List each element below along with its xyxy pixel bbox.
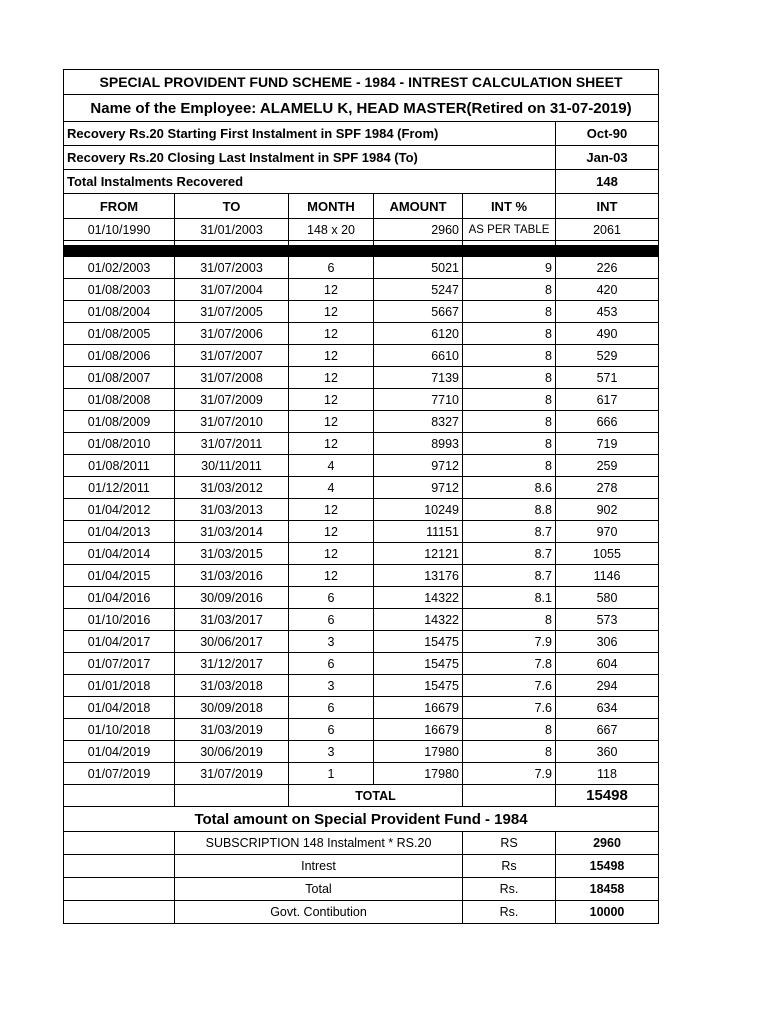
table-row: [64, 367, 659, 389]
row-to: 30/11/2011: [175, 455, 289, 477]
table-row: [64, 543, 659, 565]
row-from: 01/08/2005: [64, 323, 175, 345]
row-month: 12: [289, 389, 374, 411]
summary-value: 15498: [556, 855, 659, 878]
row-int-rate: 8.7: [463, 543, 556, 565]
table-row: [64, 697, 659, 719]
summary-row: [64, 901, 659, 924]
row-month: 12: [289, 345, 374, 367]
row-month: 12: [289, 565, 374, 587]
table-row: [64, 301, 659, 323]
row-month: 12: [289, 433, 374, 455]
info-value-from: Oct-90: [556, 122, 659, 146]
total-row: [64, 785, 659, 807]
table-row: [64, 279, 659, 301]
table-row: [64, 521, 659, 543]
row-int-rate: 8.6: [463, 477, 556, 499]
row-month: 3: [289, 631, 374, 653]
col-int: INT: [556, 194, 659, 219]
row-int: 580: [556, 587, 659, 609]
summary-unit: Rs.: [463, 901, 556, 924]
row-int-rate: 8.1: [463, 587, 556, 609]
row-amount: 8327: [374, 411, 463, 433]
row-from: 01/08/2011: [64, 455, 175, 477]
row-int: 118: [556, 763, 659, 785]
row-amount: 17980: [374, 741, 463, 763]
row-int: 719: [556, 433, 659, 455]
row-to: 31/03/2016: [175, 565, 289, 587]
row-from: 01/08/2008: [64, 389, 175, 411]
row-int: 490: [556, 323, 659, 345]
info-label-from: Recovery Rs.20 Starting First Instalment in SPF 1984 (From): [64, 122, 556, 146]
row-int-rate: 7.6: [463, 697, 556, 719]
row-month: 12: [289, 367, 374, 389]
row-int: 667: [556, 719, 659, 741]
row-from: 01/08/2007: [64, 367, 175, 389]
row-amount: 16679: [374, 697, 463, 719]
row-to: 30/09/2018: [175, 697, 289, 719]
row-amount: 8993: [374, 433, 463, 455]
row-amount: 14322: [374, 587, 463, 609]
row-int: 529: [556, 345, 659, 367]
col-to: TO: [175, 194, 289, 219]
col-from: FROM: [64, 194, 175, 219]
table-row: [64, 609, 659, 631]
summary-value: 18458: [556, 878, 659, 901]
row-to: 31/03/2014: [175, 521, 289, 543]
row-to: 31/07/2003: [175, 257, 289, 279]
row-to: 31/07/2008: [175, 367, 289, 389]
col-month: MONTH: [289, 194, 374, 219]
row-month: 12: [289, 279, 374, 301]
row-int-rate: 8: [463, 279, 556, 301]
row-amount: 16679: [374, 719, 463, 741]
row-amount: 5247: [374, 279, 463, 301]
interest-rows: [64, 257, 659, 785]
spf-table: [63, 69, 659, 924]
table-row: [64, 675, 659, 697]
table-row: [64, 719, 659, 741]
row-to: 31/03/2019: [175, 719, 289, 741]
row-from: 01/04/2017: [64, 631, 175, 653]
row-amount: 9712: [374, 477, 463, 499]
separator-bar: [64, 246, 659, 257]
row-month: 12: [289, 323, 374, 345]
info-label-total: Total Instalments Recovered: [64, 170, 556, 194]
table-row: [64, 477, 659, 499]
row-int-rate: 8.8: [463, 499, 556, 521]
summary-label: Govt. Contibution: [175, 901, 463, 924]
row-month: 6: [289, 257, 374, 279]
row-int: 453: [556, 301, 659, 323]
first-month: 148 x 20: [289, 219, 374, 241]
row-int: 259: [556, 455, 659, 477]
row-amount: 5021: [374, 257, 463, 279]
table-row: [64, 323, 659, 345]
table-row: [64, 587, 659, 609]
row-int: 278: [556, 477, 659, 499]
row-int-rate: 7.9: [463, 631, 556, 653]
row-int: 634: [556, 697, 659, 719]
row-from: 01/07/2017: [64, 653, 175, 675]
table-row: [64, 433, 659, 455]
row-int: 1055: [556, 543, 659, 565]
row-to: 30/09/2016: [175, 587, 289, 609]
row-to: 31/07/2009: [175, 389, 289, 411]
row-to: 31/03/2012: [175, 477, 289, 499]
row-int-rate: 8: [463, 345, 556, 367]
row-from: 01/10/2016: [64, 609, 175, 631]
row-from: 01/04/2013: [64, 521, 175, 543]
row-amount: 6120: [374, 323, 463, 345]
row-from: 01/04/2012: [64, 499, 175, 521]
row-int-rate: 7.6: [463, 675, 556, 697]
summary-label: Intrest: [175, 855, 463, 878]
row-month: 6: [289, 719, 374, 741]
row-amount: 5667: [374, 301, 463, 323]
row-from: 01/10/2018: [64, 719, 175, 741]
row-int-rate: 8: [463, 367, 556, 389]
row-int-rate: 8: [463, 455, 556, 477]
row-int: 571: [556, 367, 659, 389]
row-from: 01/04/2019: [64, 741, 175, 763]
row-month: 12: [289, 499, 374, 521]
table-row: [64, 741, 659, 763]
table-row: [64, 653, 659, 675]
row-to: 30/06/2019: [175, 741, 289, 763]
summary-unit: Rs.: [463, 878, 556, 901]
row-int: 226: [556, 257, 659, 279]
row-from: 01/08/2010: [64, 433, 175, 455]
row-month: 6: [289, 587, 374, 609]
row-amount: 9712: [374, 455, 463, 477]
row-int-rate: 8: [463, 323, 556, 345]
first-period-row: [64, 219, 659, 241]
row-to: 31/07/2006: [175, 323, 289, 345]
row-month: 1: [289, 763, 374, 785]
row-int: 573: [556, 609, 659, 631]
table-row: [64, 345, 659, 367]
row-month: 12: [289, 543, 374, 565]
table-row: [64, 257, 659, 279]
summary-title: Total amount on Special Provident Fund - 1984: [64, 807, 659, 832]
row-from: 01/04/2015: [64, 565, 175, 587]
first-from: 01/10/1990: [64, 219, 175, 241]
row-to: 31/03/2018: [175, 675, 289, 697]
row-amount: 7139: [374, 367, 463, 389]
info-value-total: 148: [556, 170, 659, 194]
row-amount: 14322: [374, 609, 463, 631]
table-row: [64, 763, 659, 785]
row-amount: 13176: [374, 565, 463, 587]
col-int-rate: INT %: [463, 194, 556, 219]
row-month: 12: [289, 301, 374, 323]
row-int-rate: 8.7: [463, 565, 556, 587]
row-to: 31/07/2010: [175, 411, 289, 433]
row-amount: 10249: [374, 499, 463, 521]
summary-value: 2960: [556, 832, 659, 855]
row-to: 30/06/2017: [175, 631, 289, 653]
table-row: [64, 499, 659, 521]
info-value-to: Jan-03: [556, 146, 659, 170]
row-from: 01/08/2004: [64, 301, 175, 323]
calculation-sheet: [63, 69, 658, 924]
employee-name: Name of the Employee: ALAMELU K, HEAD MASTER(Retired on 31-07-2019): [64, 95, 659, 122]
row-amount: 11151: [374, 521, 463, 543]
row-int: 306: [556, 631, 659, 653]
row-to: 31/07/2004: [175, 279, 289, 301]
row-to: 31/07/2019: [175, 763, 289, 785]
column-header-row: [64, 194, 659, 219]
total-interest: 15498: [556, 785, 659, 807]
row-from: 01/08/2006: [64, 345, 175, 367]
row-int: 902: [556, 499, 659, 521]
row-int-rate: 8: [463, 389, 556, 411]
row-to: 31/03/2015: [175, 543, 289, 565]
summary-row: [64, 878, 659, 901]
row-int: 970: [556, 521, 659, 543]
row-int-rate: 9: [463, 257, 556, 279]
row-int-rate: 8: [463, 301, 556, 323]
summary-value: 10000: [556, 901, 659, 924]
row-int-rate: 8: [463, 609, 556, 631]
row-to: 31/07/2005: [175, 301, 289, 323]
row-month: 3: [289, 741, 374, 763]
sheet-title: SPECIAL PROVIDENT FUND SCHEME - 1984 - INTREST CALCULATION SHEET: [64, 70, 659, 95]
row-month: 4: [289, 455, 374, 477]
row-int: 617: [556, 389, 659, 411]
row-to: 31/03/2013: [175, 499, 289, 521]
row-int-rate: 8.7: [463, 521, 556, 543]
table-row: [64, 631, 659, 653]
row-month: 12: [289, 411, 374, 433]
row-amount: 15475: [374, 631, 463, 653]
row-int-rate: 8: [463, 411, 556, 433]
summary-label: Total: [175, 878, 463, 901]
total-label: TOTAL: [289, 785, 463, 807]
table-row: [64, 411, 659, 433]
row-int: 420: [556, 279, 659, 301]
row-month: 12: [289, 521, 374, 543]
row-to: 31/07/2007: [175, 345, 289, 367]
first-rate: AS PER TABLE: [463, 219, 556, 241]
row-amount: 7710: [374, 389, 463, 411]
row-to: 31/12/2017: [175, 653, 289, 675]
col-amount: AMOUNT: [374, 194, 463, 219]
table-row: [64, 565, 659, 587]
row-to: 31/03/2017: [175, 609, 289, 631]
table-row: [64, 455, 659, 477]
summary-row: [64, 855, 659, 878]
first-to: 31/01/2003: [175, 219, 289, 241]
row-month: 6: [289, 653, 374, 675]
row-amount: 6610: [374, 345, 463, 367]
row-int-rate: 7.9: [463, 763, 556, 785]
row-int: 294: [556, 675, 659, 697]
row-int-rate: 8: [463, 741, 556, 763]
summary-row: [64, 832, 659, 855]
summary-label: SUBSCRIPTION 148 Instalment * RS.20: [175, 832, 463, 855]
row-int-rate: 8: [463, 719, 556, 741]
info-label-to: Recovery Rs.20 Closing Last Instalment in SPF 1984 (To): [64, 146, 556, 170]
row-from: 01/04/2014: [64, 543, 175, 565]
row-from: 01/02/2003: [64, 257, 175, 279]
summary-unit: Rs: [463, 855, 556, 878]
row-from: 01/08/2003: [64, 279, 175, 301]
row-int: 666: [556, 411, 659, 433]
table-row: [64, 389, 659, 411]
row-from: 01/01/2018: [64, 675, 175, 697]
row-int-rate: 7.8: [463, 653, 556, 675]
row-int-rate: 8: [463, 433, 556, 455]
row-amount: 15475: [374, 675, 463, 697]
row-int: 1146: [556, 565, 659, 587]
row-month: 4: [289, 477, 374, 499]
row-amount: 12121: [374, 543, 463, 565]
row-from: 01/07/2019: [64, 763, 175, 785]
summary-unit: RS: [463, 832, 556, 855]
row-amount: 17980: [374, 763, 463, 785]
row-month: 6: [289, 697, 374, 719]
row-from: 01/04/2018: [64, 697, 175, 719]
row-from: 01/04/2016: [64, 587, 175, 609]
row-amount: 15475: [374, 653, 463, 675]
first-amount: 2960: [374, 219, 463, 241]
row-from: 01/08/2009: [64, 411, 175, 433]
row-int: 360: [556, 741, 659, 763]
row-month: 3: [289, 675, 374, 697]
row-int: 604: [556, 653, 659, 675]
row-to: 31/07/2011: [175, 433, 289, 455]
row-month: 6: [289, 609, 374, 631]
first-int: 2061: [556, 219, 659, 241]
row-from: 01/12/2011: [64, 477, 175, 499]
